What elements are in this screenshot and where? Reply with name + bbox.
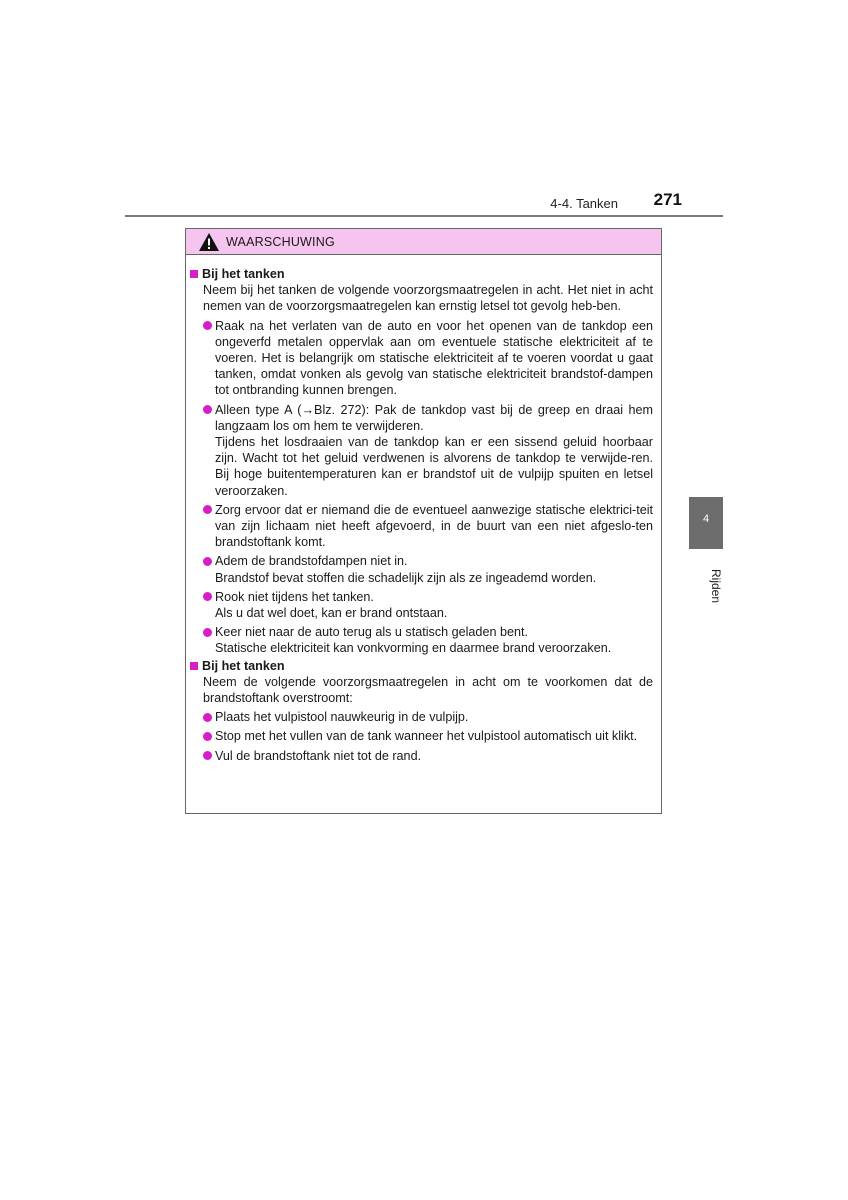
list-item-line: Raak na het verlaten van de auto en voor het openen van de tankdop een ongeverfd metalen oppervlak aan om eventuele statische elektriciteit af te voeren. Het is belangrijk om statische elektriciteit af te voeren voordat u gaat tanken, omdat vonken als gevolg van statische elektriciteit brandstof-dampen tot ontbranding kunnen brengen. bbox=[215, 318, 653, 398]
list-item bbox=[203, 589, 653, 621]
list-item bbox=[203, 502, 653, 551]
section-label: 4-4. Tanken bbox=[550, 196, 618, 211]
list-item-text bbox=[215, 589, 653, 621]
list-item bbox=[203, 318, 653, 399]
list-item-line: Statische elektriciteit kan vonkvorming en daarmee brand veroorzaken. bbox=[215, 641, 612, 656]
list-item-line: Zorg ervoor dat er niemand die de eventueel aanwezige statische elektrici-teit van zijn lichaam niet heeft afgevoerd, in de buurt van een niet afgeslo-ten brandstoftank komt. bbox=[215, 502, 653, 550]
section-intro: Neem bij het tanken de volgende voorzorgsmaatregelen in acht. Het niet in acht nemen van de voorzorgsmaatregelen kan ernstig letsel tot gevolg heb-ben. bbox=[203, 283, 653, 314]
round-bullet-icon bbox=[203, 592, 212, 601]
list-item-text bbox=[215, 502, 653, 551]
section-intro: Neem de volgende voorzorgsmaatregelen in acht om te voorkomen dat de brandstoftank overstroomt: bbox=[203, 674, 653, 706]
round-bullet-icon bbox=[203, 405, 212, 414]
round-bullet-icon bbox=[203, 732, 212, 741]
list-item-text bbox=[215, 728, 653, 744]
section-heading bbox=[190, 266, 653, 282]
round-bullet-icon bbox=[203, 628, 212, 637]
round-bullet-icon bbox=[203, 557, 212, 566]
square-bullet-icon bbox=[190, 270, 198, 278]
warning-header bbox=[186, 229, 661, 255]
round-bullet-icon bbox=[203, 321, 212, 330]
chapter-tab bbox=[689, 497, 723, 549]
warning-triangle-icon bbox=[198, 232, 220, 252]
page-number: 271 bbox=[653, 190, 682, 209]
warning-body bbox=[186, 255, 661, 764]
list-item bbox=[203, 624, 653, 656]
round-bullet-icon bbox=[203, 505, 212, 514]
list-item-text bbox=[215, 553, 653, 585]
list-item-text bbox=[215, 748, 653, 764]
warning-title: WAARSCHUWING bbox=[226, 234, 335, 249]
section-heading-text: Bij het tanken bbox=[202, 267, 285, 281]
list-item-line: Keer niet naar de auto terug als u statisch geladen bent. bbox=[215, 625, 528, 640]
list-item bbox=[203, 728, 653, 744]
list-item-line: Alleen type A (→Blz. 272): Pak de tankdop vast bij de greep en draai hem langzaam los om hem te verwijderen. bbox=[215, 402, 653, 433]
square-bullet-icon bbox=[190, 662, 198, 670]
list-item bbox=[203, 709, 653, 725]
list-item-text bbox=[215, 318, 653, 399]
chapter-title: Rijden bbox=[709, 568, 723, 604]
list-item-line: Brandstof bevat stoffen die schadelijk zijn als ze ingeademd worden. bbox=[215, 570, 597, 585]
section-heading bbox=[190, 658, 653, 674]
list-item-line: Tijdens het losdraaien van de tankdop kan er een sissend geluid hoorbaar zijn. Wacht tot het geluid verdwenen is alvorens de tankdop te verwijde-ren. Bij hoge buitentemperaturen kan er brandstof uit de vulpijp spuiten en letsel veroorzaken. bbox=[215, 435, 653, 498]
list-item-line: Adem de brandstofdampen niet in. bbox=[215, 554, 408, 569]
warning-box bbox=[185, 228, 662, 814]
list-item-line: Rook niet tijdens het tanken. bbox=[215, 589, 374, 604]
round-bullet-icon bbox=[203, 713, 212, 722]
list-item-line: Plaats het vulpistool nauwkeurig in de vulpijp. bbox=[215, 710, 469, 725]
list-item bbox=[203, 748, 653, 764]
list-item-line: Stop met het vullen van de tank wanneer het vulpistool automatisch uit klikt. bbox=[215, 729, 638, 744]
list-item-text bbox=[215, 624, 653, 656]
list-item-line: Als u dat wel doet, kan er brand ontstaan. bbox=[215, 606, 448, 621]
header-divider bbox=[125, 215, 723, 217]
list-item bbox=[203, 553, 653, 585]
list-item-text bbox=[215, 709, 653, 725]
list-item-line: Vul de brandstoftank niet tot de rand. bbox=[215, 748, 422, 763]
list-item bbox=[203, 402, 653, 499]
list-item-text bbox=[215, 402, 653, 499]
round-bullet-icon bbox=[203, 751, 212, 760]
section-heading-text: Bij het tanken bbox=[202, 658, 285, 673]
chapter-number: 4 bbox=[702, 513, 710, 525]
